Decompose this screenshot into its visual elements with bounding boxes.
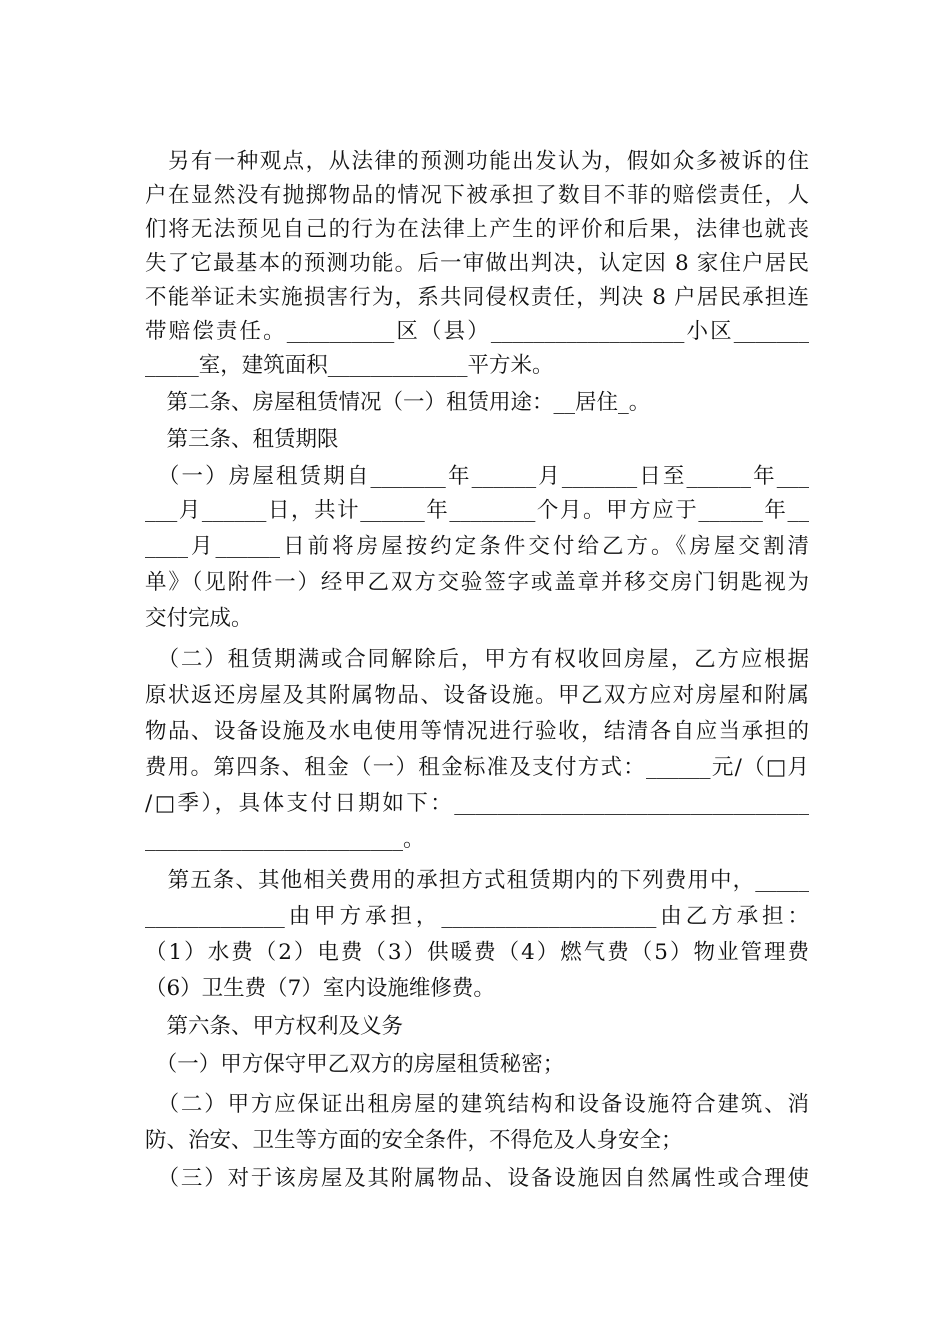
text-line-16: 原状返还房屋及其附属物品、设备设施。甲乙双方应对房屋和附属 (145, 683, 809, 708)
text-line-14: 交付完成。 (145, 606, 253, 631)
text-line-15: （二）租赁期满或合同解除后，甲方有权收回房屋，乙方应根据 (145, 647, 809, 672)
text-line-20: ________________________。 (145, 827, 425, 852)
text-line-10: （一）房屋租赁期自_______年______月_______日至______年___ (145, 464, 809, 489)
text-line-4: 失了它最基本的预测功能。后一审做出判决，认定因 8 家住户居民 (145, 251, 809, 276)
text-line-24: （6）卫生费（7）室内设施维修费。 (145, 976, 495, 1001)
text-line-28: 防、治安、卫生等方面的安全条件，不得危及人身安全； (145, 1128, 683, 1153)
text-line-22: _____________由甲方承担，____________________由乙方承担： (145, 904, 809, 929)
text-line-29: （三）对于该房屋及其附属物品、设备设施因自然属性或合理使 (145, 1166, 809, 1191)
article-2-line: 第二条、房屋租赁情况（一）租赁用途：__居住_。 (145, 390, 651, 415)
article-6-heading: 第六条、甲方权利及义务 (145, 1014, 404, 1039)
text-line-7: _____室，建筑面积_____________平方米。 (145, 353, 554, 378)
text-line-3: 们将无法预见自己的行为在法律上产生的评价和后果，法律也就丧 (145, 217, 809, 242)
text-line-13: 单》（见附件一）经甲乙双方交验签字或盖章并移交房门钥匙视为 (145, 570, 809, 595)
text-line-17: 物品、设备设施及水电使用等情况进行验收，结清各自应当承担的 (145, 719, 809, 744)
text-line-21: 第五条、其他相关费用的承担方式租赁期内的下列费用中，_____ (145, 868, 809, 893)
text-line-26: （一）甲方保守甲乙双方的房屋租赁秘密； (145, 1052, 565, 1077)
text-line-5: 不能举证未实施损害行为，系共同侵权责任，判决 8 户居民承担连 (145, 285, 809, 310)
text-line-1: 另有一种观点，从法律的预测功能出发认为，假如众多被诉的住 (145, 149, 809, 174)
text-line-23: （1）水费（2）电费（3）供暖费（4）燃气费（5）物业管理费 (145, 940, 809, 965)
text-line-18: 费用。第四条、租金（一）租金标准及支付方式：______元/（□月 (145, 755, 809, 780)
text-line-12: ____月______日前将房屋按约定条件交付给乙方。《房屋交割清 (145, 534, 809, 559)
text-line-27: （二）甲方应保证出租房屋的建筑结构和设备设施符合建筑、消 (145, 1092, 809, 1117)
text-line-19: /□季），具体支付日期如下：_________________________________ (145, 791, 809, 816)
article-3-heading: 第三条、租赁期限 (145, 427, 339, 452)
text-line-2: 户在显然没有抛掷物品的情况下被承担了数目不菲的赔偿责任，人 (145, 183, 809, 208)
text-line-6: 带赔偿责任。__________区（县）__________________小区_______ (145, 319, 809, 344)
text-line-11: ___月______日，共计______年________个月。甲方应于______年__ (145, 498, 809, 523)
